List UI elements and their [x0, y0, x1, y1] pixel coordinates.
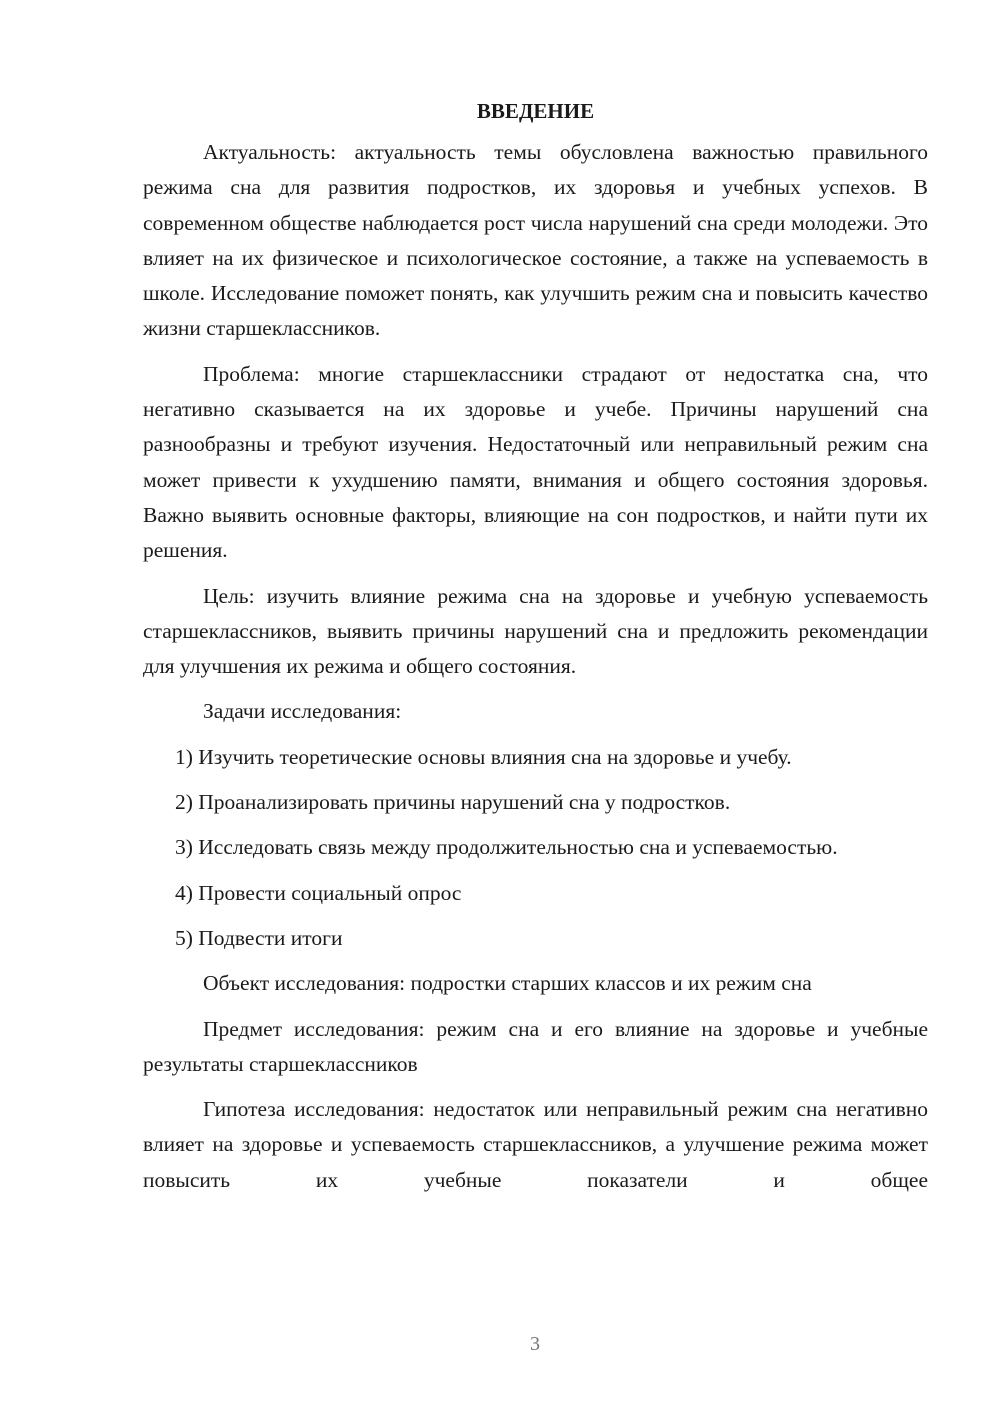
section-title: ВВЕДЕНИЕ [476, 99, 595, 123]
task-item-1: 1) Изучить теоретические основы влияния сна на здоровье и учебу. [175, 744, 792, 769]
goal-paragraph: Цель: изучить влияние режима сна на здоровье и учебную успеваемость старшеклассников, выявить причины нарушений сна и предложить рекомендации для улучшения их режима и общего состояния. [143, 583, 928, 679]
hypothesis-paragraph: Гипотеза исследования: недостаток или неправильный режим сна негативно влияет на здоровье и успеваемость старшеклассников, а улучшение режима может повысить их учебные показатели и общее [143, 1097, 928, 1192]
tasks-heading: Задачи исследования: [203, 699, 402, 724]
document-page [143, 96, 928, 1208]
object-paragraph: Объект исследования: подростки старших классов и их режим сна [203, 971, 812, 996]
problem-paragraph: Проблема: многие старшеклассники страдают от недостатка сна, что негативно сказывается на их здоровье и учебе. Причины нарушений сна разнообразны и требуют изучения. Недостаточный или неправильный режим сна может привести к ухудшению памяти, внимания и общего состояния здоровья. Важно выявить основные факторы, влияющие на сон подростков, и найти пути их решения. [143, 361, 928, 563]
task-item-2: 2) Проанализировать причины нарушений сна у подростков. [175, 790, 731, 815]
page-number: 3 [530, 1333, 540, 1355]
task-item-5: 5) Подвести итоги [175, 925, 343, 950]
relevance-paragraph: Актуальность: актуальность темы обусловлена важностью правильного режима сна для развития подростков, их здоровья и учебных успехов. В современном обществе наблюдается рост числа нарушений сна среди молодежи. Это влияет на их физическое и психологическое состояние, а также на успеваемость в школе. Исследование поможет понять, как улучшить режим сна и повысить качество жизни старшеклассников. [143, 140, 928, 341]
subject-paragraph: Предмет исследования: режим сна и его влияние на здоровье и учебные результаты старшеклассников [143, 1016, 928, 1076]
task-item-4: 4) Провести социальный опрос [175, 880, 462, 905]
task-item-3: 3) Исследовать связь между продолжительностью сна и успеваемостью. [175, 835, 838, 860]
